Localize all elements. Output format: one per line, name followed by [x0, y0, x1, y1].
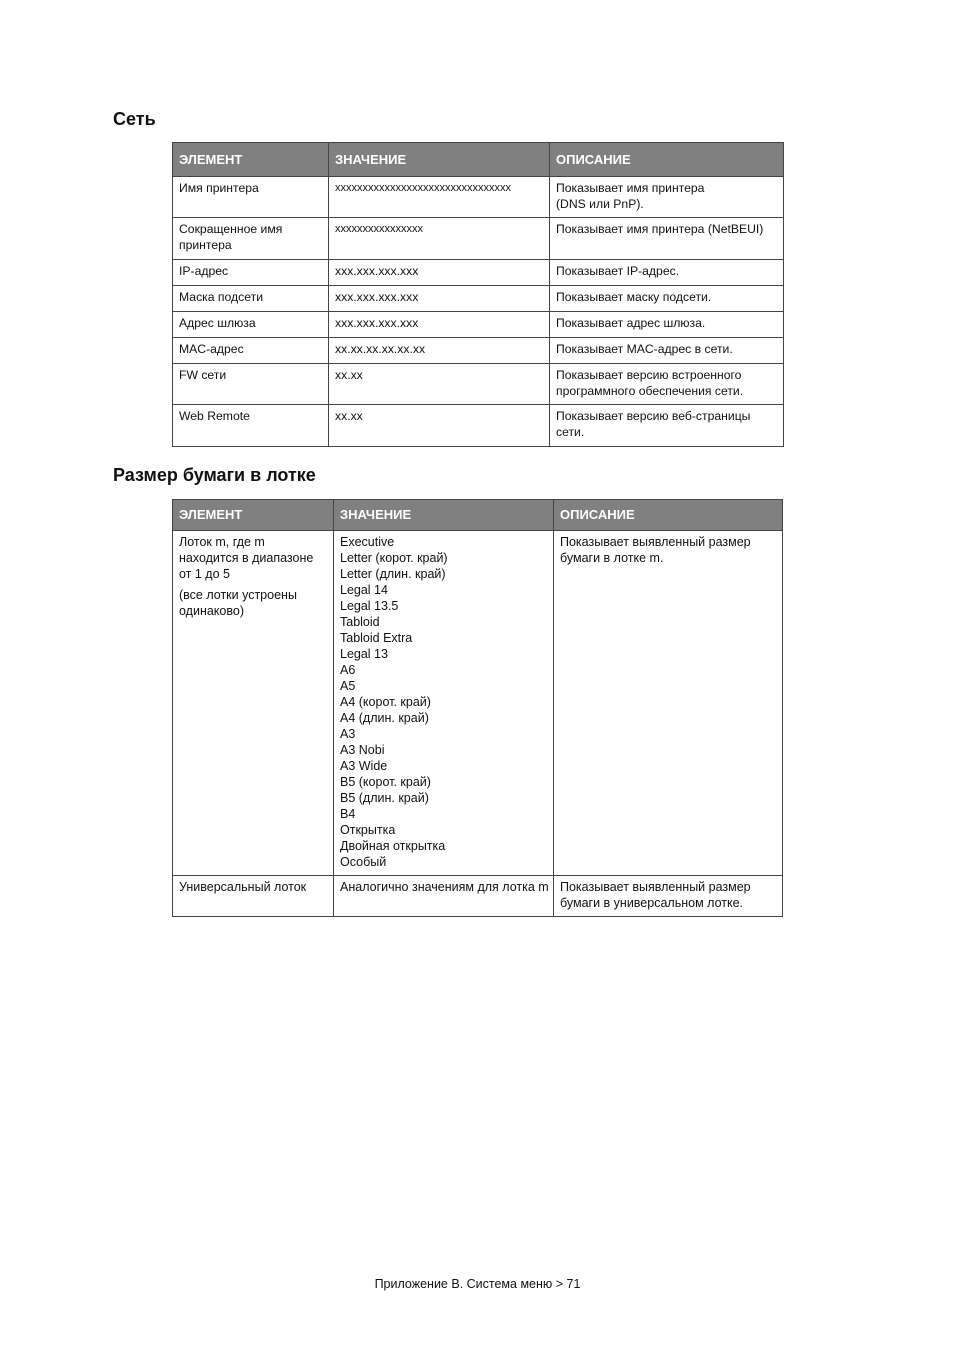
paper-size-option: A6 — [340, 663, 356, 677]
row-item: IP-адрес — [173, 260, 329, 286]
table-row — [173, 286, 784, 312]
row-item: Web Remote — [173, 405, 329, 447]
row-item: FW сети — [173, 364, 329, 405]
paper-size-option: Двойная открытка — [340, 839, 446, 853]
row-item: Маска подсети — [173, 286, 329, 312]
table-row — [173, 364, 784, 405]
row-description: Показывает имя принтера (NetBEUI) — [550, 218, 784, 260]
table-row — [173, 177, 784, 218]
paper-size-option: A3 Wide — [340, 759, 388, 773]
row-item: Сокращенное имя принтера — [173, 218, 329, 260]
paper-size-option: A4 (корот. край) — [340, 695, 431, 709]
paper-size-option: Executive — [340, 535, 395, 549]
row-item — [173, 531, 334, 876]
tray-paper-size-table — [172, 499, 783, 917]
row-value: xx.xx — [329, 364, 550, 405]
row-value: xxx.xxx.xxx.xxx — [329, 312, 550, 338]
row-item: Имя принтера — [173, 177, 329, 218]
row-description: Показывает имя принтера (DNS или PnP). — [550, 177, 784, 218]
paper-size-option: A3 — [340, 727, 356, 741]
column-header-value: ЗНАЧЕНИЕ — [329, 143, 550, 177]
row-value: xxx.xxx.xxx.xxx — [329, 260, 550, 286]
column-header-item: ЭЛЕМЕНТ — [173, 143, 329, 177]
paper-size-option: A5 — [340, 679, 356, 693]
row-value: xxxxxxxxxxxxxxxx — [329, 218, 550, 260]
paper-size-option: B5 (длин. край) — [340, 791, 429, 805]
row-description: Показывает выявленный размер бумаги в лотке m. — [554, 531, 783, 876]
row-description: Показывает MAC-адрес в сети. — [550, 338, 784, 364]
tray-section-title: Размер бумаги в лотке — [113, 465, 316, 485]
network-section-title: Сеть — [113, 109, 156, 129]
row-value: xx.xx — [329, 405, 550, 447]
row-description: Показывает версию встроенного программного обеспечения сети. — [550, 364, 784, 405]
table-row — [173, 338, 784, 364]
row-description: Показывает адрес шлюза. — [550, 312, 784, 338]
paper-size-option: Legal 13 — [340, 647, 388, 661]
table-row — [173, 876, 783, 917]
paper-size-option: Tabloid — [340, 615, 380, 629]
paper-size-option: Legal 13.5 — [340, 599, 399, 613]
paper-size-option: Letter (длин. край) — [340, 567, 446, 581]
paper-size-option: Letter (корот. край) — [340, 551, 448, 565]
tray-item-label: Лоток m, где m находится в диапазоне от 1 до 5 — [179, 535, 314, 581]
column-header-description: ОПИСАНИЕ — [554, 500, 783, 531]
column-header-item: ЭЛЕМЕНТ — [173, 500, 334, 531]
row-description: Показывает маску подсети. — [550, 286, 784, 312]
row-item: MAC-адрес — [173, 338, 329, 364]
table-row — [173, 260, 784, 286]
network-table — [172, 142, 784, 447]
row-description: Показывает выявленный размер бумаги в универсальном лотке. — [554, 876, 783, 917]
table-row — [173, 312, 784, 338]
tray-item-note: (все лотки устроены одинаково) — [179, 588, 297, 618]
row-item: Универсальный лоток — [173, 876, 334, 917]
table-row — [173, 218, 784, 260]
tray-table-header — [173, 500, 783, 531]
table-row — [173, 531, 783, 876]
row-value: xxxxxxxxxxxxxxxxxxxxxxxxxxxxxxxx — [329, 177, 550, 218]
paper-size-option: A3 Nobi — [340, 743, 385, 757]
column-header-value: ЗНАЧЕНИЕ — [334, 500, 554, 531]
column-header-description: ОПИСАНИЕ — [550, 143, 784, 177]
network-table-header — [173, 143, 784, 177]
row-description: Показывает IP-адрес. — [550, 260, 784, 286]
row-value: xx.xx.xx.xx.xx.xx — [329, 338, 550, 364]
row-value-list — [334, 531, 554, 876]
paper-size-option: A4 (длин. край) — [340, 711, 429, 725]
row-value: xxx.xxx.xxx.xxx — [329, 286, 550, 312]
paper-size-option: B4 — [340, 807, 356, 821]
paper-size-option: Tabloid Extra — [340, 631, 413, 645]
paper-size-option: Legal 14 — [340, 583, 388, 597]
row-value: Аналогично значениям для лотка m — [334, 876, 554, 917]
table-row — [173, 405, 784, 447]
page-footer: Приложение В. Система меню > 71 — [374, 1277, 581, 1291]
paper-size-option: Открытка — [340, 823, 396, 837]
row-description: Показывает версию веб-страницы сети. — [550, 405, 784, 447]
paper-size-option: Особый — [340, 855, 387, 869]
paper-size-option: B5 (корот. край) — [340, 775, 431, 789]
row-item: Адрес шлюза — [173, 312, 329, 338]
